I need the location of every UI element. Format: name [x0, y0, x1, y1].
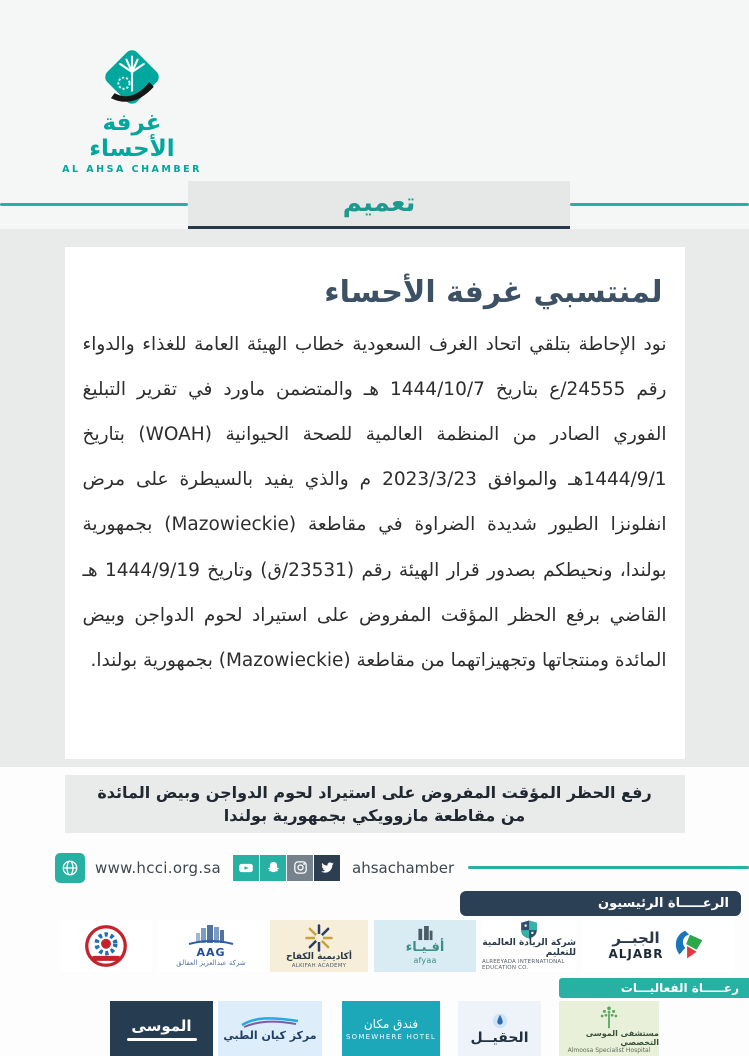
banner-label: تعميم: [342, 188, 416, 219]
aag-arabic-caption: شركة عبدالعزيز العفالق: [176, 958, 246, 967]
kayan-label: مركز كيان الطبي: [223, 1029, 317, 1043]
sponsor-almoosa-specialist-hospital: [559, 1001, 659, 1056]
red-gear-emblem-icon: [84, 924, 128, 968]
alhaqeel-label: الحقيــل: [470, 1029, 529, 1046]
youtube-icon[interactable]: [233, 855, 259, 881]
alkifah-arabic-label: أكاديمية الكفاح: [285, 951, 353, 962]
aljabr-arabic-label: الجبــر: [612, 929, 660, 948]
summary-box: [65, 775, 685, 833]
sponsor-somewhere-hotel: [342, 1001, 440, 1056]
sponsor-alreeyada: [482, 920, 576, 972]
website-globe-icon[interactable]: [55, 853, 85, 883]
alreeyada-shield-icon: [517, 920, 541, 939]
somewhere-hotel-english-label: SOMEWHERE HOTEL: [346, 1032, 436, 1041]
sponsor-alkifah-academy: [270, 920, 368, 972]
event-sponsors-row: [110, 1000, 749, 1056]
main-sponsors-header: الرعـــــاة الرئيسيون: [460, 891, 741, 916]
main-sponsors-row: [60, 919, 749, 973]
sponsor-afyaa: [374, 920, 476, 972]
banner-box: [188, 181, 570, 229]
aag-buildings-icon: [186, 924, 236, 946]
banner-left-line: [0, 203, 188, 206]
website-url[interactable]: www.hcci.org.sa: [95, 858, 222, 877]
chamber-logo-icon: [101, 46, 163, 108]
aag-wordmark: AAG: [196, 946, 226, 960]
snapchat-icon[interactable]: [260, 855, 286, 881]
body-section: [0, 229, 749, 767]
sponsor-kayan-medical: [218, 1001, 322, 1056]
social-handle[interactable]: ahsachamber: [352, 858, 455, 877]
aljabr-english-label: ALJABR: [608, 946, 664, 961]
alreeyada-arabic-label: شركة الريادة العالمية للتعليم: [482, 937, 576, 958]
almoosa-hospital-arabic-label: مستشفى الموسى التخصصي: [585, 1029, 659, 1048]
almoosa-hospital-english-label: Almoosa Specialist Hospital: [567, 1047, 651, 1055]
instagram-icon[interactable]: [287, 855, 313, 881]
sponsor-almoosa-group: [110, 1001, 213, 1056]
almoosa-group-label: الموسى: [131, 1016, 192, 1035]
card-body-text: نود الإحاطة بتلقي اتحاد الغرف السعودية خطاب الهيئة العامة للغذاء والدواء رقم 24555/ع بتاريخ 1444/10/7 هـ والمتضمن ماورد في تقرير التبليغ الفوري الصادر من المنظمة العالمية للصحة الحيوانية (WOAH) بتاريخ 1444/9/1هـ والموافق 2023/3/23 م والذي يفيد بالسيطرة على مرض انفلونزا الطيور شديدة الضراوة في مقاطعة (Mazowieckie) بجمهورية بولندا، ونحيطكم بصدور قرار الهيئة رقم (23531/ق) وتاريخ 1444/9/19 هـ القاضي برفع الحظر المؤقت المفروض على استيراد لحوم الدواجن وبيض المائدة ومنتجاتها وتجهيزاتهما من مقاطعة (Mazowieckie) بجمهورية بولندا.: [82, 333, 667, 671]
contact-bar-line: [468, 866, 749, 869]
circular-banner: [0, 181, 749, 229]
alhaqeel-emblem-icon: [491, 1012, 509, 1030]
chamber-name-arabic: غرفة الأحساء: [89, 110, 175, 163]
twitter-icon[interactable]: [314, 855, 340, 881]
sponsor-aljabr: [582, 920, 734, 972]
sponsor-alhaqeel: [458, 1001, 541, 1056]
kayan-wave-icon: [239, 1015, 301, 1029]
banner-right-line: [570, 203, 749, 206]
summary-text: رفع الحظر المؤقت المفروض على استيراد لحوم الدواجن وبيض المائدة من مقاطعة مازوويكي بجمهورية بولندا: [97, 782, 652, 825]
circular-card: [65, 247, 685, 759]
contact-bar: [55, 853, 749, 883]
almoosa-group-swoosh: [127, 1038, 197, 1041]
event-sponsors-header: رعـــــاة الفعاليـــات: [559, 978, 749, 998]
chamber-logo: [62, 46, 202, 175]
afyaa-arabic-label: أفـيـاء: [405, 940, 445, 956]
alkifah-star-icon: [304, 923, 334, 953]
social-icons-group: [233, 855, 340, 881]
chamber-name-english: AL AHSA CHAMBER: [62, 163, 202, 175]
card-title: لمنتسبي غرفة الأحساء: [324, 274, 663, 310]
footer-section: [0, 767, 749, 1056]
sponsor-gear-emblem: [60, 920, 152, 972]
alreeyada-english-label: ALREEYADA INTERNATIONAL EDUCATION CO.: [482, 958, 565, 972]
sponsor-aag: [158, 920, 264, 972]
aljabr-mark-icon: [670, 927, 708, 965]
afyaa-english-label: afyaa: [413, 955, 437, 965]
header-section: [0, 0, 749, 229]
almoosa-tree-icon: [596, 1003, 622, 1029]
somewhere-hotel-arabic-label: فندق مكان: [363, 1016, 419, 1031]
alkifah-english-label: ALKIFAH ACADEMY: [291, 962, 347, 969]
